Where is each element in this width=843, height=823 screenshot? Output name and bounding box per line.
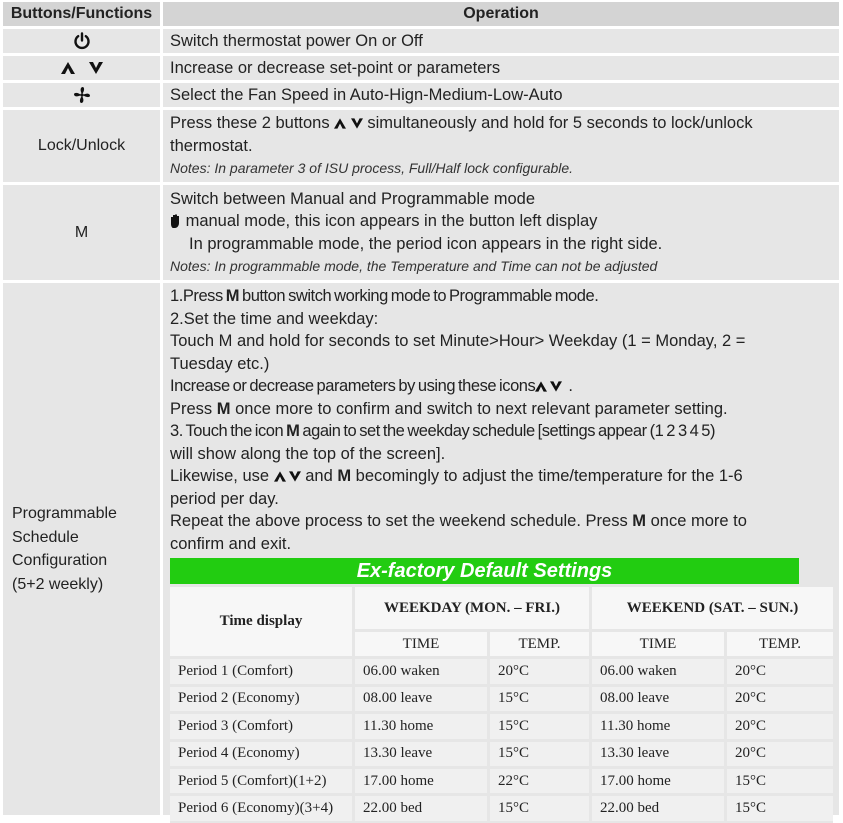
row-lock-unlock [3, 110, 839, 182]
weekend-time: 13.30 leave [592, 742, 727, 769]
defaults-header-row [170, 587, 833, 659]
lock-line-1 [170, 112, 839, 135]
group-header-row [355, 587, 833, 632]
prog-bold-m: M [216, 399, 231, 418]
weekend-time: 06.00 waken [592, 659, 727, 686]
prog-text: Increase or decrease parameters by using these icons [170, 377, 536, 395]
weekend-temp: 15°C [727, 796, 833, 823]
up-down-cell [3, 56, 160, 80]
weekday-time: 06.00 waken [355, 659, 490, 686]
weekday-temp: 15°C [490, 742, 592, 769]
m-line-2 [170, 210, 839, 233]
programmable-description [163, 283, 839, 815]
prog-label-line: Schedule [12, 528, 79, 546]
programmable-label [3, 283, 160, 815]
period-name: Period 3 (Comfort) [170, 714, 355, 741]
weekday-time: 08.00 leave [355, 687, 490, 714]
prog-line-10: period per day. [170, 489, 279, 508]
prog-line-4: Tuesday etc.) [170, 354, 270, 373]
table-row [170, 714, 833, 741]
weekend-temp: 20°C [727, 714, 833, 741]
table-row [170, 769, 833, 796]
weekend-time: 11.30 home [592, 714, 727, 741]
subheader-row [355, 632, 833, 659]
time-display-header: Time display [170, 587, 355, 659]
weekend-header: WEEKEND (SAT. – SUN.) [592, 587, 833, 632]
prog-text: once more to [646, 512, 747, 530]
prog-line-12: confirm and exit. [170, 534, 292, 553]
weekend-temp: 20°C [727, 659, 833, 686]
weekend-time: 17.00 home [592, 769, 727, 796]
up-arrow-icon [535, 381, 547, 392]
prog-bold-m: M [225, 287, 240, 305]
prog-line-1 [170, 285, 839, 308]
period-name: Period 4 (Economy) [170, 742, 355, 769]
prog-text: 3. Touch the icon [170, 422, 287, 440]
defaults-table [170, 587, 833, 823]
functions-table [3, 2, 839, 818]
period-name: Period 6 (Economy)(3+4) [170, 796, 355, 823]
lock-text-a: Press these 2 buttons [170, 114, 330, 133]
fan-cell [3, 83, 160, 107]
row-m [3, 185, 839, 280]
m-label: M [3, 185, 160, 280]
weekday-time: 22.00 bed [355, 796, 490, 823]
prog-label-line: (5+2 weekly) [12, 575, 104, 593]
weekday-header: WEEKDAY (MON. – FRI.) [355, 587, 592, 632]
weekend-time: 22.00 bed [592, 796, 727, 823]
table-row [170, 659, 833, 686]
row-power [3, 29, 839, 53]
weekday-time-label: TIME [355, 632, 490, 659]
prog-line-11 [170, 510, 839, 533]
down-arrow-icon [289, 471, 301, 482]
period-name: Period 1 (Comfort) [170, 659, 355, 686]
m-line-3: In programmable mode, the period icon appears in the right side. [189, 234, 663, 253]
table-header [3, 2, 839, 26]
m-description [163, 185, 839, 280]
weekend-temp-label: TEMP. [727, 632, 833, 659]
lock-note: Notes: In parameter 3 of ISU process, Full/Half lock configurable. [170, 160, 574, 177]
up-arrow-icon [334, 118, 346, 129]
weekday-temp: 15°C [490, 687, 592, 714]
prog-text: Likewise, use [170, 467, 274, 485]
prog-line-8: will show along the top of the screen]. [170, 444, 446, 463]
prog-line-3: Touch M and hold for seconds to set Minute>Hour> Weekday (1 = Monday, 2 = [170, 332, 746, 350]
weekend-temp: 15°C [727, 769, 833, 796]
down-arrow-icon [351, 118, 363, 129]
prog-text: button switch working mode to Programmable mode. [239, 287, 599, 305]
weekday-temp: 15°C [490, 714, 592, 741]
m-note: Notes: In programmable mode, the Temperature and Time can not be adjusted [170, 258, 658, 274]
lock-unlock-label: Lock/Unlock [3, 110, 160, 182]
period-name: Period 2 (Economy) [170, 687, 355, 714]
prog-text: becomingly to adjust the time/temperature for the 1-6 [351, 467, 743, 485]
prog-bold-m: M [632, 512, 647, 530]
up-arrow-icon [61, 62, 75, 74]
prog-bold-m: M [337, 467, 352, 485]
power-icon [73, 32, 91, 50]
prog-text: Press [170, 399, 217, 418]
weekend-temp: 20°C [727, 742, 833, 769]
fan-text: Select the Fan Speed in Auto-Hign-Medium-Low-Auto [170, 85, 563, 104]
weekend-temp: 20°C [727, 687, 833, 714]
prog-line-7 [170, 420, 839, 443]
table-row [170, 796, 833, 823]
header-operation: Operation [163, 2, 839, 26]
prog-label-line: Programmable [12, 505, 117, 522]
prog-line-6 [170, 398, 839, 421]
prog-text: once more to confirm and switch to next relevant parameter setting. [230, 399, 728, 418]
table-row [170, 687, 833, 714]
prog-text: Repeat the above process to set the weekend schedule. Press [170, 512, 633, 530]
weekend-time: 08.00 leave [592, 687, 727, 714]
prog-text: again to set the weekday schedule [settings appear (1 2 3 4 5) [299, 422, 716, 440]
table-row [170, 742, 833, 769]
lock-unlock-description [163, 110, 839, 182]
power-text: Switch thermostat power On or Off [170, 31, 423, 50]
up-arrow-icon [274, 471, 286, 482]
prog-text: 1.Press [170, 287, 226, 305]
up-down-description [163, 56, 839, 80]
power-cell [3, 29, 160, 53]
weekday-temp: 20°C [490, 659, 592, 686]
header-buttons-functions: Buttons/Functions [3, 2, 160, 26]
row-up-down [3, 56, 839, 80]
weekday-temp-label: TEMP. [490, 632, 592, 659]
prog-text: and [300, 467, 338, 485]
hand-icon [170, 214, 181, 229]
m-line-1: Switch between Manual and Programmable mode [170, 189, 536, 208]
up-down-text: Increase or decrease set-point or parameters [170, 58, 501, 77]
lock-text-b: simultaneously and hold for 5 seconds to lock/unlock [367, 114, 753, 133]
row-fan [3, 83, 839, 107]
weekday-time: 13.30 leave [355, 742, 490, 769]
fan-description [163, 83, 839, 107]
prog-line-9 [170, 465, 839, 488]
row-programmable [3, 283, 839, 815]
defaults-banner: Ex-factory Default Settings [170, 558, 799, 584]
prog-text: . [568, 377, 573, 395]
prog-label-line: Configuration [12, 552, 108, 569]
lock-line-2: thermostat. [170, 136, 253, 155]
prog-line-5 [170, 375, 839, 398]
period-name: Period 5 (Comfort)(1+2) [170, 769, 355, 796]
weekday-temp: 22°C [490, 769, 592, 796]
weekday-time: 11.30 home [355, 714, 490, 741]
m-line-2-text: manual mode, this icon appears in the button left display [181, 212, 598, 230]
weekend-time-label: TIME [592, 632, 727, 659]
prog-line-2: 2.Set the time and weekday: [170, 309, 379, 328]
fan-icon [73, 86, 91, 104]
prog-bold-m: M [286, 422, 300, 440]
weekday-time: 17.00 home [355, 769, 490, 796]
weekday-temp: 15°C [490, 796, 592, 823]
period-groups [355, 587, 833, 659]
power-description [163, 29, 839, 53]
down-arrow-icon [550, 381, 562, 392]
down-arrow-icon [89, 62, 103, 74]
